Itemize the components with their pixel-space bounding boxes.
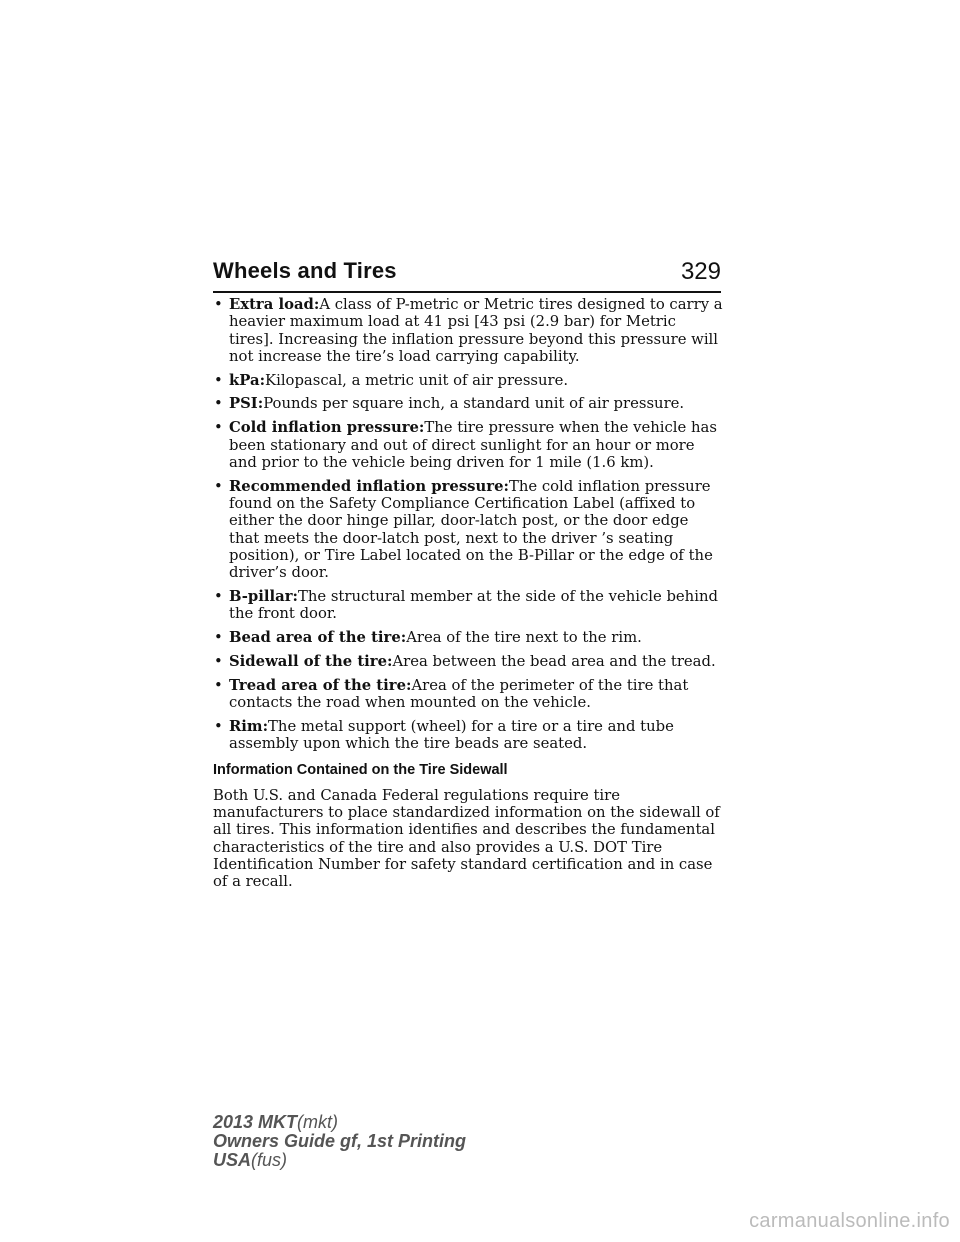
footer-model-code: (mkt) [297,1112,339,1132]
list-item [213,372,723,389]
definition-term: kPa: [229,371,266,389]
footer-region: USA [213,1150,252,1170]
section-body: Both U.S. and Canada Federal regulations require tire manufacturers to place standardized information on the sidewall of all tires. This information identifies and describes the fundamental characteristics of the tire and also provides a U.S. DOT Tire Identification Number for safety standard certification and in case of a recall. [213,786,720,891]
footer-region-code: (fus) [251,1150,288,1170]
definition-term: Recommended inflation pressure: [229,477,509,495]
footer-model: 2013 MKT [213,1112,298,1132]
header-rule [213,291,721,293]
section-heading: Information Contained on the Tire Sidewall [213,762,508,779]
definition-text: Area between the bead area and the tread. [392,652,716,670]
definition-term: Tread area of the tire: [229,676,412,694]
print-footer [213,1113,466,1170]
definition-term: Cold inflation pressure: [229,419,425,437]
page-header [213,252,721,292]
footer-line-3 [213,1151,466,1170]
list-item [213,296,723,365]
definition-term: B-pillar: [229,587,298,605]
definition-text: The cold inflation pressure found on the Safety Compliance Certification Label (affixed to either the door hinge pillar, door-latch post, or the door edge that meets the door-latch post, next to the driver ’s seating position), or Tire Label located on the B-Pillar or the edge of the driver’s door. [229,477,713,582]
definition-text: Area of the perimeter of the tire that contacts the road when mounted on the vehicle. [229,676,689,711]
definition-text: A class of P-metric or Metric tires designed to carry a heavier maximum load at 41 psi [43 psi (2.9 bar) for Metric tires]. Increasing the inflation pressure beyond this pressure will not increase the tire’s load carrying capability. [229,296,723,365]
definitions-list [213,296,723,752]
list-item [213,395,723,412]
definition-text: The metal support (wheel) for a tire or a tire and tube assembly upon which the tire beads are seated. [229,717,674,753]
definition-text: Kilopascal, a metric unit of air pressure. [265,371,569,389]
list-item [213,478,723,582]
list-item [213,588,723,623]
definition-term: Bead area of the tire: [229,629,407,647]
definition-term: Sidewall of the tire: [229,652,393,670]
definition-term: Extra load: [229,296,320,313]
watermark: carmanualsonline.info [749,1210,950,1232]
list-item [213,653,723,670]
definition-text: Pounds per square inch, a standard unit of air pressure. [263,395,685,413]
list-item [213,419,723,471]
definition-term: Rim: [229,717,269,735]
list-item [213,629,723,646]
page-title: Wheels and Tires [213,258,397,283]
page-content [213,296,723,890]
definition-text: The structural member at the side of the vehicle behind the front door. [229,587,718,623]
list-item [213,677,723,712]
footer-line-1 [213,1113,466,1132]
page-number: 329 [680,258,721,285]
definition-text: Area of the tire next to the rim. [406,629,642,647]
definition-term: PSI: [229,395,264,413]
list-item [213,718,723,753]
footer-line-2: Owners Guide gf, 1st Printing [213,1131,467,1151]
definition-text: The tire pressure when the vehicle has been stationary and out of direct sunlight for an hour or more and prior to the vehicle being driven for 1 mile (1.6 km). [229,419,717,471]
